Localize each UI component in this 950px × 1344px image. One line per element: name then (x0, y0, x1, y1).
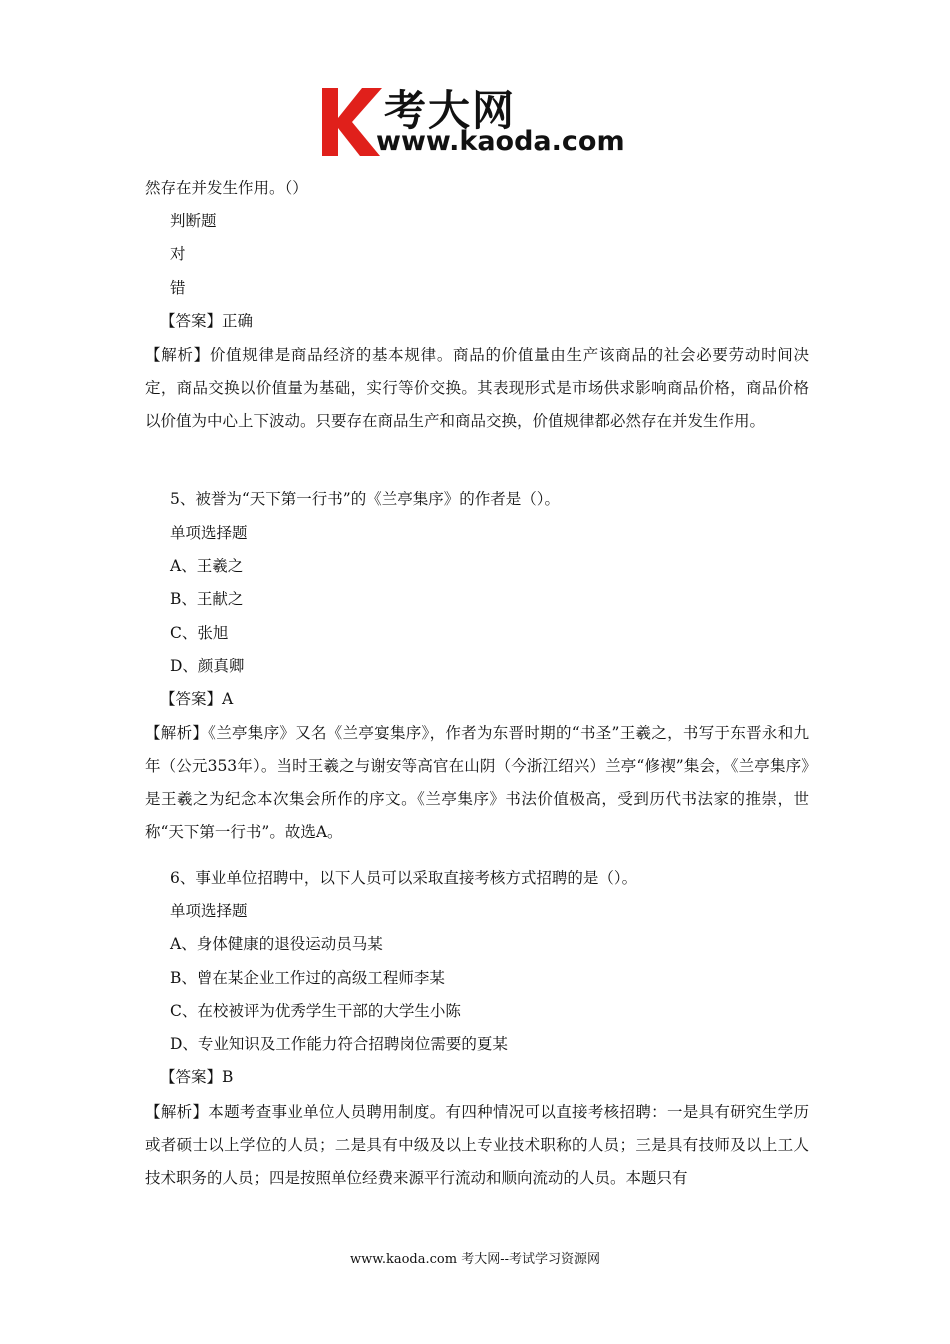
analysis: 【解析】本题考查事业单位人员聘用制度。有四种情况可以直接考核招聘：一是具有研究生学历或者硕士以上学位的人员；二是具有中级及以上专业技术职称的人员；三是具有技师及以上工人技术职务的人员；四是按照单位经费来源平行流动和顺向流动的人员。本题只有 (145, 1103, 809, 1187)
question-type: 单项选择题 (170, 524, 248, 542)
option-false: 错 (170, 279, 186, 297)
logo-chinese-name: 考大网 (384, 86, 517, 135)
answer: 【答案】A (160, 690, 234, 708)
question-type: 单项选择题 (170, 902, 248, 920)
option-d: D、颜真卿 (170, 657, 245, 675)
option-b: B、王献之 (170, 590, 244, 608)
text-line: 然存在并发生作用。（） (145, 179, 308, 197)
option-a: A、王羲之 (170, 557, 244, 575)
kaoda-logo (318, 82, 638, 162)
page-footer: www.kaoda.com 考大网--考试学习资源网 (350, 1252, 600, 1267)
option-true: 对 (170, 245, 186, 263)
option-c: C、在校被评为优秀学生干部的大学生小陈 (170, 1002, 461, 1020)
option-a: A、身体健康的退役运动员马某 (170, 935, 383, 953)
analysis: 【解析】价值规律是商品经济的基本规律。商品的价值量由生产该商品的社会必要劳动时间决定，商品交换以价值量为基础，实行等价交换。其表现形式是市场供求影响商品价格，商品价格以价值为中心上下波动。只要存在商品生产和商品交换，价值规律都必然存在并发生作用。 (145, 346, 809, 430)
analysis: 【解析】《兰亭集序》又名《兰亭宴集序》，作者为东晋时期的“书圣”王羲之，书写于东晋永和九年（公元353年）。当时王羲之与谢安等高官在山阴（今浙江绍兴）兰亭“修禊”集会，《兰亭集序》是王羲之为纪念本次集会所作的序文。《兰亭集序》书法价值极高，受到历代书法家的推崇，世称“天下第一行书”。故选A。 (145, 724, 809, 841)
answer: 【答案】B (160, 1068, 234, 1086)
question-6: 6、事业单位招聘中，以下人员可以采取直接考核方式招聘的是（）。 (170, 869, 638, 887)
question-type: 判断题 (170, 212, 217, 230)
option-b: B、曾在某企业工作过的高级工程师李某 (170, 969, 445, 987)
option-c: C、张旭 (170, 624, 229, 642)
question-5: 5、被誉为“天下第一行书”的《兰亭集序》的作者是（）。 (170, 490, 560, 508)
answer: 【答案】正确 (160, 312, 254, 330)
option-d: D、专业知识及工作能力符合招聘岗位需要的夏某 (170, 1035, 508, 1053)
logo-url: www.kaoda.com (376, 126, 625, 157)
